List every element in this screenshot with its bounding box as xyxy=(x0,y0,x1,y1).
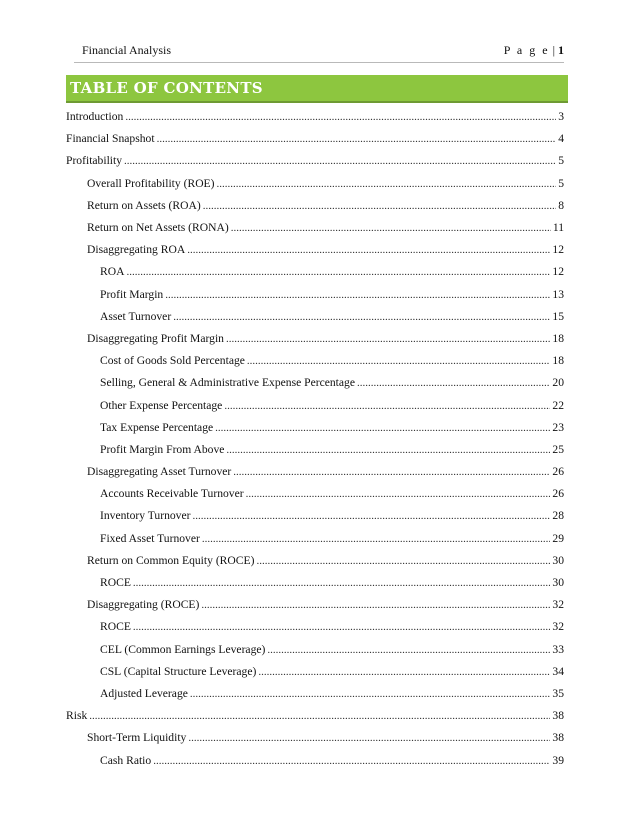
toc-dot-leader xyxy=(226,332,550,346)
toc-entry[interactable] xyxy=(66,150,564,172)
toc-entry-page: 3 xyxy=(558,110,564,124)
toc-dot-leader xyxy=(267,643,550,657)
toc-entry-title: Disaggregating Profit Margin xyxy=(87,331,224,345)
toc-dot-leader xyxy=(193,509,551,523)
toc-heading: TABLE OF CONTENTS xyxy=(70,79,263,97)
toc-dot-leader xyxy=(124,154,556,168)
toc-entry-page: 29 xyxy=(552,531,564,545)
toc-entry-page: 12 xyxy=(552,243,564,257)
toc-dot-leader xyxy=(153,754,550,768)
toc-entry-title: Return on Common Equity (ROCE) xyxy=(87,553,255,567)
toc-entry-title: Asset Turnover xyxy=(100,309,172,323)
toc-dot-leader xyxy=(203,199,557,213)
toc-dot-leader xyxy=(126,265,550,279)
toc-entry-page: 22 xyxy=(552,398,564,412)
toc-entry-page: 32 xyxy=(552,620,564,634)
toc-entry[interactable] xyxy=(66,683,564,705)
toc-entry-page: 18 xyxy=(552,331,564,345)
toc-entry[interactable] xyxy=(66,239,564,261)
toc-entry-title: CSL (Capital Structure Leverage) xyxy=(100,664,257,678)
toc-entry-page: 39 xyxy=(552,753,564,767)
toc-entry-title: Risk xyxy=(66,709,88,723)
toc-dot-leader xyxy=(165,288,550,302)
toc-entry[interactable] xyxy=(66,461,564,483)
toc-entry-title: Disaggregating Asset Turnover xyxy=(87,465,232,479)
toc-entry-title: ROCE xyxy=(100,576,131,590)
toc-dot-leader xyxy=(226,443,550,457)
toc-entry[interactable] xyxy=(66,572,564,594)
toc-entry[interactable] xyxy=(66,284,564,306)
toc-entry-title: Short-Term Liquidity xyxy=(87,731,187,745)
toc-entry-page: 28 xyxy=(552,509,564,523)
toc-dot-leader xyxy=(173,310,550,324)
toc-dot-leader xyxy=(247,354,551,368)
toc-entry[interactable] xyxy=(66,594,564,616)
toc-entry-title: Disaggregating (ROCE) xyxy=(87,598,200,612)
toc-entry-page: 5 xyxy=(558,176,564,190)
toc-entry-page: 34 xyxy=(552,664,564,678)
toc-entry-title: Cost of Goods Sold Percentage xyxy=(100,354,245,368)
toc-dot-leader xyxy=(202,532,551,546)
toc-entry-page: 11 xyxy=(552,221,564,235)
toc-entry-page: 20 xyxy=(552,376,564,390)
table-of-contents xyxy=(66,106,564,772)
toc-entry-page: 4 xyxy=(558,132,564,146)
toc-entry-title: Selling, General & Administrative Expense Percentage xyxy=(100,376,355,390)
page-number: 1 xyxy=(558,43,564,57)
toc-entry[interactable] xyxy=(66,550,564,572)
toc-entry[interactable] xyxy=(66,173,564,195)
toc-dot-leader xyxy=(217,177,557,191)
toc-dot-leader xyxy=(233,465,550,479)
toc-entry-page: 35 xyxy=(552,686,564,700)
toc-entry[interactable] xyxy=(66,705,564,727)
toc-entry-title: Return on Net Assets (RONA) xyxy=(87,221,229,235)
toc-entry-page: 12 xyxy=(552,265,564,279)
header-rule xyxy=(74,62,564,63)
toc-entry-page: 33 xyxy=(552,642,564,656)
toc-entry-page: 13 xyxy=(552,287,564,301)
toc-dot-leader xyxy=(188,731,550,745)
toc-entry[interactable] xyxy=(66,749,564,771)
page-header xyxy=(74,43,564,59)
toc-entry[interactable] xyxy=(66,505,564,527)
toc-entry-page: 18 xyxy=(552,354,564,368)
toc-entry[interactable] xyxy=(66,439,564,461)
toc-entry-page: 23 xyxy=(552,420,564,434)
toc-entry-page: 38 xyxy=(552,731,564,745)
page-indicator xyxy=(504,43,564,58)
toc-entry[interactable] xyxy=(66,616,564,638)
toc-dot-leader xyxy=(187,243,550,257)
toc-entry[interactable] xyxy=(66,528,564,550)
toc-entry[interactable] xyxy=(66,261,564,283)
toc-entry-page: 5 xyxy=(558,154,564,168)
toc-entry-title: ROA xyxy=(100,265,125,279)
toc-entry-title: Financial Snapshot xyxy=(66,132,155,146)
toc-entry-page: 38 xyxy=(552,709,564,723)
toc-entry[interactable] xyxy=(66,195,564,217)
toc-entry-page: 26 xyxy=(552,487,564,501)
toc-entry-title: Disaggregating ROA xyxy=(87,243,186,257)
toc-entry-title: Introduction xyxy=(66,110,124,124)
toc-dot-leader xyxy=(125,110,556,124)
toc-entry-title: Return on Assets (ROA) xyxy=(87,198,201,212)
toc-entry[interactable] xyxy=(66,483,564,505)
toc-entry[interactable] xyxy=(66,350,564,372)
toc-dot-leader xyxy=(133,620,550,634)
toc-entry-title: Adjusted Leverage xyxy=(100,686,188,700)
toc-entry-title: Profit Margin xyxy=(100,287,164,301)
toc-dot-leader xyxy=(357,376,550,390)
toc-entry-title: Fixed Asset Turnover xyxy=(100,531,200,545)
toc-entry-title: Other Expense Percentage xyxy=(100,398,223,412)
toc-entry-page: 30 xyxy=(552,576,564,590)
toc-dot-leader xyxy=(231,221,551,235)
toc-entry-page: 30 xyxy=(552,553,564,567)
document-title: Financial Analysis xyxy=(82,43,171,57)
toc-entry[interactable] xyxy=(66,727,564,749)
toc-dot-leader xyxy=(256,554,550,568)
toc-dot-leader xyxy=(89,709,550,723)
toc-entry[interactable] xyxy=(66,639,564,661)
toc-entry-title: Profit Margin From Above xyxy=(100,442,225,456)
toc-entry[interactable] xyxy=(66,394,564,416)
toc-entry-title: CEL (Common Earnings Leverage) xyxy=(100,642,266,656)
toc-entry-title: Tax Expense Percentage xyxy=(100,420,214,434)
toc-entry-page: 8 xyxy=(558,198,564,212)
toc-entry[interactable] xyxy=(66,661,564,683)
toc-entry-page: 32 xyxy=(552,598,564,612)
page-separator: | xyxy=(552,43,555,57)
page-label: P a g e xyxy=(503,43,550,57)
toc-dot-leader xyxy=(246,487,551,501)
toc-entry[interactable] xyxy=(66,372,564,394)
toc-dot-leader xyxy=(215,421,550,435)
toc-dot-leader xyxy=(133,576,550,590)
toc-dot-leader xyxy=(190,687,551,701)
toc-entry[interactable] xyxy=(66,128,564,150)
toc-dot-leader xyxy=(258,665,550,679)
toc-dot-leader xyxy=(201,598,550,612)
toc-entry-title: Overall Profitability (ROE) xyxy=(87,176,215,190)
toc-entry-page: 25 xyxy=(552,442,564,456)
toc-entry[interactable] xyxy=(66,328,564,350)
toc-entry[interactable] xyxy=(66,417,564,439)
toc-entry-title: Inventory Turnover xyxy=(100,509,191,523)
toc-entry-title: ROCE xyxy=(100,620,131,634)
toc-entry-title: Cash Ratio xyxy=(100,753,152,767)
toc-entry-title: Profitability xyxy=(66,154,123,168)
toc-entry[interactable] xyxy=(66,106,564,128)
toc-heading-banner xyxy=(66,75,568,103)
toc-entry-page: 15 xyxy=(552,309,564,323)
toc-entry-page: 26 xyxy=(552,465,564,479)
toc-entry[interactable] xyxy=(66,306,564,328)
toc-dot-leader xyxy=(157,132,557,146)
toc-entry[interactable] xyxy=(66,217,564,239)
toc-dot-leader xyxy=(224,399,550,413)
toc-entry-title: Accounts Receivable Turnover xyxy=(100,487,244,501)
